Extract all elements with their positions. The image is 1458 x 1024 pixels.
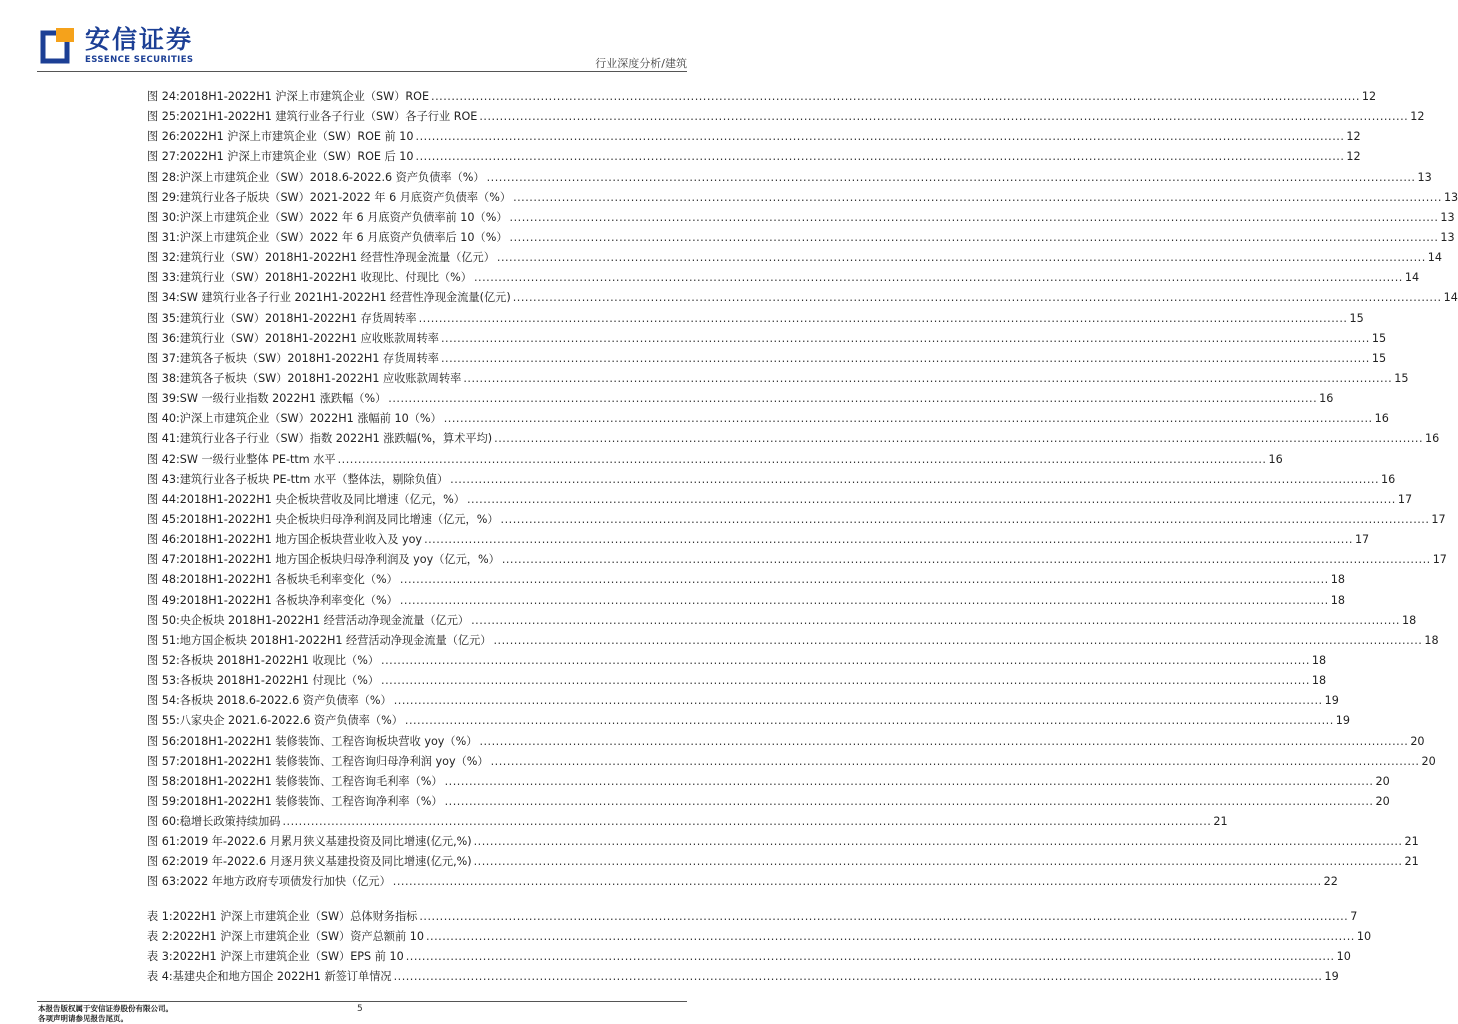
dot-leader bbox=[400, 594, 1329, 607]
entry-label: 图 38: bbox=[147, 371, 180, 385]
figure-toc-entry[interactable] bbox=[147, 330, 1387, 350]
entry-page-number: 16 bbox=[1425, 432, 1440, 446]
entry-title: 建筑行业各子板块 PE-ttm 水平（整体法，剔除负值） bbox=[179, 472, 449, 486]
dot-leader bbox=[388, 392, 1317, 405]
entry-page-number: 20 bbox=[1375, 794, 1390, 808]
entry-title: 2018H1-2022H1 装修装饰、工程咨询毛利率（%） bbox=[179, 774, 443, 788]
entry-label: 图 33: bbox=[147, 271, 180, 285]
dot-leader bbox=[445, 795, 1374, 808]
entry-page-number: 19 bbox=[1335, 714, 1351, 728]
entry-title: 各板块 2018H1-2022H1 收现比（%） bbox=[179, 653, 380, 667]
entry-title: 建筑各子板块（SW）2018H1-2022H1 存货周转率 bbox=[179, 351, 439, 365]
entry-label: 表 3: bbox=[147, 949, 173, 963]
entry-page-number: 18 bbox=[1311, 653, 1327, 667]
entry-page-number: 15 bbox=[1349, 311, 1364, 325]
entry-page-number: 18 bbox=[1330, 593, 1345, 607]
figure-toc-entry[interactable] bbox=[147, 148, 1361, 168]
entry-label: 图 61: bbox=[147, 835, 180, 849]
entry-label: 图 45: bbox=[147, 512, 180, 526]
dot-leader bbox=[467, 493, 1396, 506]
entry-title: 建筑行业（SW）2018H1-2022H1 经营性净现金流量（亿元） bbox=[179, 251, 495, 265]
entry-title: 建筑行业（SW）2018H1-2022H1 存货周转率 bbox=[179, 311, 417, 325]
entry-label: 图 36: bbox=[147, 331, 180, 345]
dot-leader bbox=[474, 855, 1403, 868]
figure-toc-entry[interactable] bbox=[147, 451, 1283, 471]
figure-toc-entry[interactable] bbox=[147, 571, 1345, 591]
dot-leader bbox=[444, 412, 1373, 425]
entry-page-number: 10 bbox=[1356, 929, 1372, 943]
entry-label: 图 44: bbox=[147, 492, 180, 506]
dot-leader bbox=[338, 453, 1267, 466]
entry-label: 图 27: bbox=[147, 150, 180, 164]
entry-page-number: 13 bbox=[1440, 230, 1455, 244]
entry-title: 2018H1-2022H1 地方国企板块归母净利润及 yoy（亿元，%） bbox=[179, 553, 500, 567]
table-toc-entry[interactable] bbox=[147, 928, 1372, 948]
figure-toc-entry[interactable] bbox=[147, 813, 1228, 833]
entry-page-number: 21 bbox=[1404, 855, 1419, 869]
header-divider bbox=[37, 71, 687, 72]
entry-title: 2022H1 沪深上市建筑企业（SW）ROE 前 10 bbox=[179, 130, 414, 144]
dot-leader bbox=[394, 694, 1323, 707]
entry-page-number: 14 bbox=[1404, 271, 1420, 285]
figure-toc-entry[interactable] bbox=[147, 773, 1390, 793]
entry-label: 图 26: bbox=[147, 130, 180, 144]
entry-page-number: 17 bbox=[1397, 492, 1413, 506]
entry-title: 2018H1-2022H1 各板块毛利率变化（%） bbox=[179, 573, 398, 587]
figure-toc-entry[interactable] bbox=[147, 853, 1419, 873]
dot-leader bbox=[416, 150, 1345, 163]
figure-toc-entry[interactable] bbox=[147, 370, 1409, 390]
entry-page-number: 13 bbox=[1417, 170, 1432, 184]
figure-toc-entry[interactable] bbox=[147, 390, 1334, 410]
dot-leader bbox=[394, 970, 1323, 983]
figure-toc-entry[interactable] bbox=[147, 833, 1419, 853]
entry-label: 图 25: bbox=[147, 110, 180, 124]
dot-leader bbox=[493, 634, 1422, 647]
figure-toc-entry[interactable] bbox=[147, 672, 1327, 692]
section-gap bbox=[147, 894, 683, 908]
entry-title: 2018H1-2022H1 央企板块归母净利润及同比增速（亿元，%） bbox=[179, 512, 499, 526]
entry-page-number: 18 bbox=[1330, 573, 1345, 587]
entry-label: 表 4: bbox=[147, 970, 173, 984]
entry-label: 图 58: bbox=[147, 774, 180, 788]
dot-leader bbox=[474, 835, 1403, 848]
entry-label: 图 46: bbox=[147, 533, 180, 547]
entry-page-number: 16 bbox=[1268, 452, 1283, 466]
entry-title: 建筑行业（SW）2018H1-2022H1 收现比、付现比（%） bbox=[179, 271, 472, 285]
entry-page-number: 15 bbox=[1394, 371, 1409, 385]
entry-label: 图 59: bbox=[147, 794, 180, 808]
dot-leader bbox=[501, 513, 1430, 526]
figure-toc-entry[interactable] bbox=[147, 289, 1458, 309]
figure-toc-entry[interactable] bbox=[147, 209, 1455, 229]
figure-toc-entry[interactable] bbox=[147, 511, 1446, 531]
dot-leader bbox=[419, 910, 1348, 923]
entry-page-number: 20 bbox=[1421, 754, 1436, 768]
figure-toc-entry[interactable] bbox=[147, 592, 1345, 612]
figure-toc-entry[interactable] bbox=[147, 491, 1413, 511]
entry-label: 图 62: bbox=[147, 855, 180, 869]
entry-title: 沪深上市建筑企业（SW）2022 年 6 月底资产负债率后 10（%） bbox=[179, 230, 508, 244]
entry-title: SW 一级行业指数 2022H1 涨跌幅（%） bbox=[179, 392, 387, 406]
entry-label: 图 53: bbox=[147, 674, 180, 688]
entry-page-number: 12 bbox=[1346, 130, 1361, 144]
entry-title: 2021H1-2022H1 建筑行业各子行业（SW）各子行业 ROE bbox=[179, 110, 478, 124]
dot-leader bbox=[393, 875, 1322, 888]
dot-leader bbox=[419, 312, 1348, 325]
report-type: 行业深度分析/建筑 bbox=[595, 57, 687, 70]
figure-toc-entry[interactable] bbox=[147, 551, 1447, 571]
dot-leader bbox=[405, 714, 1334, 727]
dot-leader bbox=[513, 191, 1442, 204]
entry-page-number: 10 bbox=[1336, 949, 1351, 963]
dot-leader bbox=[479, 110, 1408, 123]
dot-leader bbox=[406, 950, 1335, 963]
figure-toc-entry[interactable] bbox=[147, 430, 1440, 450]
figure-toc-entry[interactable] bbox=[147, 229, 1455, 249]
dot-leader bbox=[479, 735, 1408, 748]
entry-label: 图 54: bbox=[147, 694, 180, 708]
dot-leader bbox=[431, 90, 1360, 103]
entry-title: 央企板块 2018H1-2022H1 经营活动净现金流量（亿元） bbox=[179, 613, 470, 627]
dot-leader bbox=[400, 573, 1329, 586]
entry-page-number: 16 bbox=[1374, 412, 1389, 426]
logo-mark-icon bbox=[40, 28, 78, 64]
entry-page-number: 15 bbox=[1371, 331, 1387, 345]
entry-title: 沪深上市建筑企业（SW）2022H1 涨幅前 10（%） bbox=[179, 412, 442, 426]
dot-leader bbox=[497, 251, 1426, 264]
entry-title: 2018H1-2022H1 装修装饰、工程咨询归母净利润 yoy（%） bbox=[179, 754, 489, 768]
entry-title: 2022H1 沪深上市建筑企业（SW）总体财务指标 bbox=[172, 909, 418, 923]
entry-label: 表 2: bbox=[147, 929, 173, 943]
figure-toc-entry[interactable] bbox=[147, 88, 1377, 108]
figure-toc-entry[interactable] bbox=[147, 410, 1389, 430]
entry-page-number: 12 bbox=[1410, 110, 1425, 124]
entry-page-number: 16 bbox=[1319, 392, 1334, 406]
entry-label: 图 55: bbox=[147, 714, 180, 728]
company-logo bbox=[40, 24, 220, 68]
figure-toc-entry[interactable] bbox=[147, 632, 1439, 652]
entry-title: 2018H1-2022H1 地方国企板块营业收入及 yoy bbox=[179, 533, 423, 547]
dot-leader bbox=[450, 473, 1379, 486]
dot-leader bbox=[381, 654, 1310, 667]
entry-label: 图 29: bbox=[147, 190, 180, 204]
entry-page-number: 17 bbox=[1432, 553, 1447, 567]
entry-label: 图 37: bbox=[147, 351, 180, 365]
entry-label: 图 42: bbox=[147, 452, 180, 466]
entry-page-number: 21 bbox=[1213, 815, 1228, 829]
entry-page-number: 14 bbox=[1443, 291, 1458, 305]
entry-title: 基建央企和地方国企 2022H1 新签订单情况 bbox=[172, 970, 392, 984]
entry-page-number: 7 bbox=[1350, 909, 1358, 923]
logo-english-name: ESSENCE SECURITIES bbox=[85, 55, 194, 65]
entry-page-number: 20 bbox=[1375, 774, 1390, 788]
entry-label: 图 49: bbox=[147, 593, 180, 607]
entry-title: 建筑各子板块（SW）2018H1-2022H1 应收账款周转率 bbox=[179, 371, 462, 385]
entry-title: 2019 年-2022.6 月累月狭义基建投资及同比增速(亿元,%) bbox=[179, 835, 472, 849]
entry-title: 2022 年地方政府专项债发行加快（亿元） bbox=[179, 875, 391, 889]
dot-leader bbox=[381, 674, 1310, 687]
dot-leader bbox=[441, 352, 1370, 365]
entry-title: 2018H1-2022H1 沪深上市建筑企业（SW）ROE bbox=[179, 90, 430, 103]
entry-page-number: 18 bbox=[1424, 633, 1439, 647]
entry-label: 图 56: bbox=[147, 734, 180, 748]
entry-label: 图 39: bbox=[147, 392, 180, 406]
figure-toc-entry[interactable] bbox=[147, 350, 1387, 370]
dot-leader bbox=[474, 271, 1403, 284]
entry-page-number: 16 bbox=[1381, 472, 1396, 486]
entry-page-number: 19 bbox=[1324, 970, 1339, 984]
dot-leader bbox=[441, 332, 1370, 345]
entry-page-number: 19 bbox=[1324, 694, 1339, 708]
entry-label: 图 43: bbox=[147, 472, 180, 486]
table-list bbox=[147, 908, 1372, 989]
figure-toc-entry[interactable] bbox=[147, 269, 1420, 289]
entry-title: 沪深上市建筑企业（SW）2022 年 6 月底资产负债率前 10（%） bbox=[179, 210, 508, 224]
table-toc-entry[interactable] bbox=[147, 908, 1358, 928]
entry-label: 图 52: bbox=[147, 653, 180, 667]
entry-label: 图 35: bbox=[147, 311, 180, 325]
figure-toc-entry[interactable] bbox=[147, 753, 1436, 773]
entry-title: 2018H1-2022H1 央企板块营收及同比增速（亿元，%） bbox=[179, 492, 465, 506]
dot-leader bbox=[510, 211, 1439, 224]
figure-toc-entry[interactable] bbox=[147, 652, 1327, 672]
dot-leader bbox=[424, 533, 1353, 546]
entry-page-number: 17 bbox=[1431, 512, 1446, 526]
entry-title: SW 建筑行业各子行业 2021H1-2022H1 经营性净现金流量(亿元) bbox=[179, 291, 511, 305]
figure-toc-entry[interactable] bbox=[147, 249, 1443, 269]
entry-page-number: 12 bbox=[1346, 150, 1361, 164]
figure-toc-entry[interactable] bbox=[147, 471, 1396, 491]
figure-toc-entry[interactable] bbox=[147, 612, 1417, 632]
entry-page-number: 13 bbox=[1443, 190, 1458, 204]
page-number: 5 bbox=[357, 1004, 363, 1014]
entry-label: 图 32: bbox=[147, 251, 180, 265]
entry-page-number: 20 bbox=[1410, 734, 1425, 748]
figure-toc-entry[interactable] bbox=[147, 733, 1425, 753]
dot-leader bbox=[416, 130, 1345, 143]
entry-label: 图 24: bbox=[147, 90, 180, 103]
table-toc-entry[interactable] bbox=[147, 968, 1339, 988]
entry-page-number: 12 bbox=[1361, 90, 1377, 103]
figure-list bbox=[147, 88, 1458, 894]
entry-label: 图 51: bbox=[147, 633, 180, 647]
entry-title: 2018H1-2022H1 装修装饰、工程咨询板块营收 yoy（%） bbox=[179, 734, 478, 748]
figure-toc-entry[interactable] bbox=[147, 169, 1432, 189]
entry-label: 图 60: bbox=[147, 815, 180, 829]
entry-label: 图 41: bbox=[147, 432, 180, 446]
entry-title: 2022H1 沪深上市建筑企业（SW）EPS 前 10 bbox=[172, 949, 404, 963]
figure-toc-entry[interactable] bbox=[147, 189, 1458, 209]
entry-title: 建筑行业（SW）2018H1-2022H1 应收账款周转率 bbox=[179, 331, 439, 345]
entry-label: 图 48: bbox=[147, 573, 180, 587]
entry-title: 建筑行业各子行业（SW）指数 2022H1 涨跌幅(%，算术平均) bbox=[179, 432, 493, 446]
footer-divider bbox=[37, 1001, 687, 1002]
figure-toc-entry[interactable] bbox=[147, 310, 1364, 330]
entry-title: 各板块 2018.6-2022.6 资产负债率（%） bbox=[179, 694, 392, 708]
dot-leader bbox=[513, 291, 1442, 304]
entry-label: 图 31: bbox=[147, 230, 180, 244]
dot-leader bbox=[471, 614, 1400, 627]
entry-page-number: 18 bbox=[1311, 674, 1327, 688]
disclaimer-line-1: 本报告版权属于安信证券股份有限公司。 bbox=[38, 1004, 173, 1013]
entry-label: 图 34: bbox=[147, 291, 180, 305]
entry-title: 稳增长政策持续加码 bbox=[179, 815, 281, 829]
dot-leader bbox=[502, 553, 1431, 566]
figure-toc-entry[interactable] bbox=[147, 531, 1370, 551]
dot-leader bbox=[510, 231, 1439, 244]
entry-page-number: 18 bbox=[1401, 613, 1417, 627]
dot-leader bbox=[487, 171, 1416, 184]
figure-toc-entry[interactable] bbox=[147, 108, 1425, 128]
footer-disclaimer bbox=[38, 1004, 173, 1024]
entry-title: 沪深上市建筑企业（SW）2018.6-2022.6 资产负债率（%） bbox=[179, 170, 485, 184]
dot-leader bbox=[494, 432, 1423, 445]
figure-toc-entry[interactable] bbox=[147, 873, 1338, 893]
entry-label: 图 28: bbox=[147, 170, 180, 184]
table-toc-entry[interactable] bbox=[147, 948, 1351, 968]
entry-page-number: 21 bbox=[1404, 835, 1419, 849]
entry-label: 图 63: bbox=[147, 875, 180, 889]
figure-toc-entry[interactable] bbox=[147, 128, 1361, 148]
entry-label: 表 1: bbox=[147, 909, 173, 923]
entry-page-number: 15 bbox=[1371, 351, 1387, 365]
entry-page-number: 14 bbox=[1427, 251, 1443, 265]
dot-leader bbox=[491, 755, 1420, 768]
entry-title: SW 一级行业整体 PE-ttm 水平 bbox=[179, 452, 336, 466]
dot-leader bbox=[426, 930, 1355, 943]
entry-title: 2018H1-2022H1 装修装饰、工程咨询净利率（%） bbox=[179, 794, 443, 808]
figure-toc-entry[interactable] bbox=[147, 692, 1339, 712]
figure-toc-entry[interactable] bbox=[147, 712, 1351, 732]
entry-page-number: 13 bbox=[1440, 210, 1455, 224]
entry-page-number: 17 bbox=[1354, 533, 1370, 547]
entry-label: 图 40: bbox=[147, 412, 180, 426]
entry-page-number: 22 bbox=[1323, 875, 1338, 889]
entry-title: 各板块 2018H1-2022H1 付现比（%） bbox=[179, 674, 380, 688]
entry-label: 图 57: bbox=[147, 754, 180, 768]
entry-title: 2018H1-2022H1 各板块净利率变化（%） bbox=[179, 593, 398, 607]
entry-label: 图 50: bbox=[147, 613, 180, 627]
dot-leader bbox=[463, 372, 1392, 385]
entry-title: 八家央企 2021.6-2022.6 资产负债率（%） bbox=[179, 714, 403, 728]
entry-title: 地方国企板块 2018H1-2022H1 经营活动净现金流量（亿元） bbox=[179, 633, 492, 647]
entry-label: 图 47: bbox=[147, 553, 180, 567]
entry-label: 图 30: bbox=[147, 210, 180, 224]
entry-title: 2022H1 沪深上市建筑企业（SW）ROE 后 10 bbox=[179, 150, 414, 164]
dot-leader bbox=[282, 815, 1211, 828]
logo-chinese-name: 安信证券 bbox=[85, 25, 194, 54]
figure-toc-entry[interactable] bbox=[147, 793, 1390, 813]
disclaimer-line-2: 各项声明请参见报告尾页。 bbox=[38, 1014, 128, 1023]
table-of-contents bbox=[147, 88, 1458, 988]
dot-leader bbox=[445, 775, 1374, 788]
entry-title: 2019 年-2022.6 月逐月狭义基建投资及同比增速(亿元,%) bbox=[179, 855, 472, 869]
entry-title: 建筑行业各子版块（SW）2021-2022 年 6 月底资产负债率（%） bbox=[179, 190, 512, 204]
entry-title: 2022H1 沪深上市建筑企业（SW）资产总额前 10 bbox=[172, 929, 424, 943]
